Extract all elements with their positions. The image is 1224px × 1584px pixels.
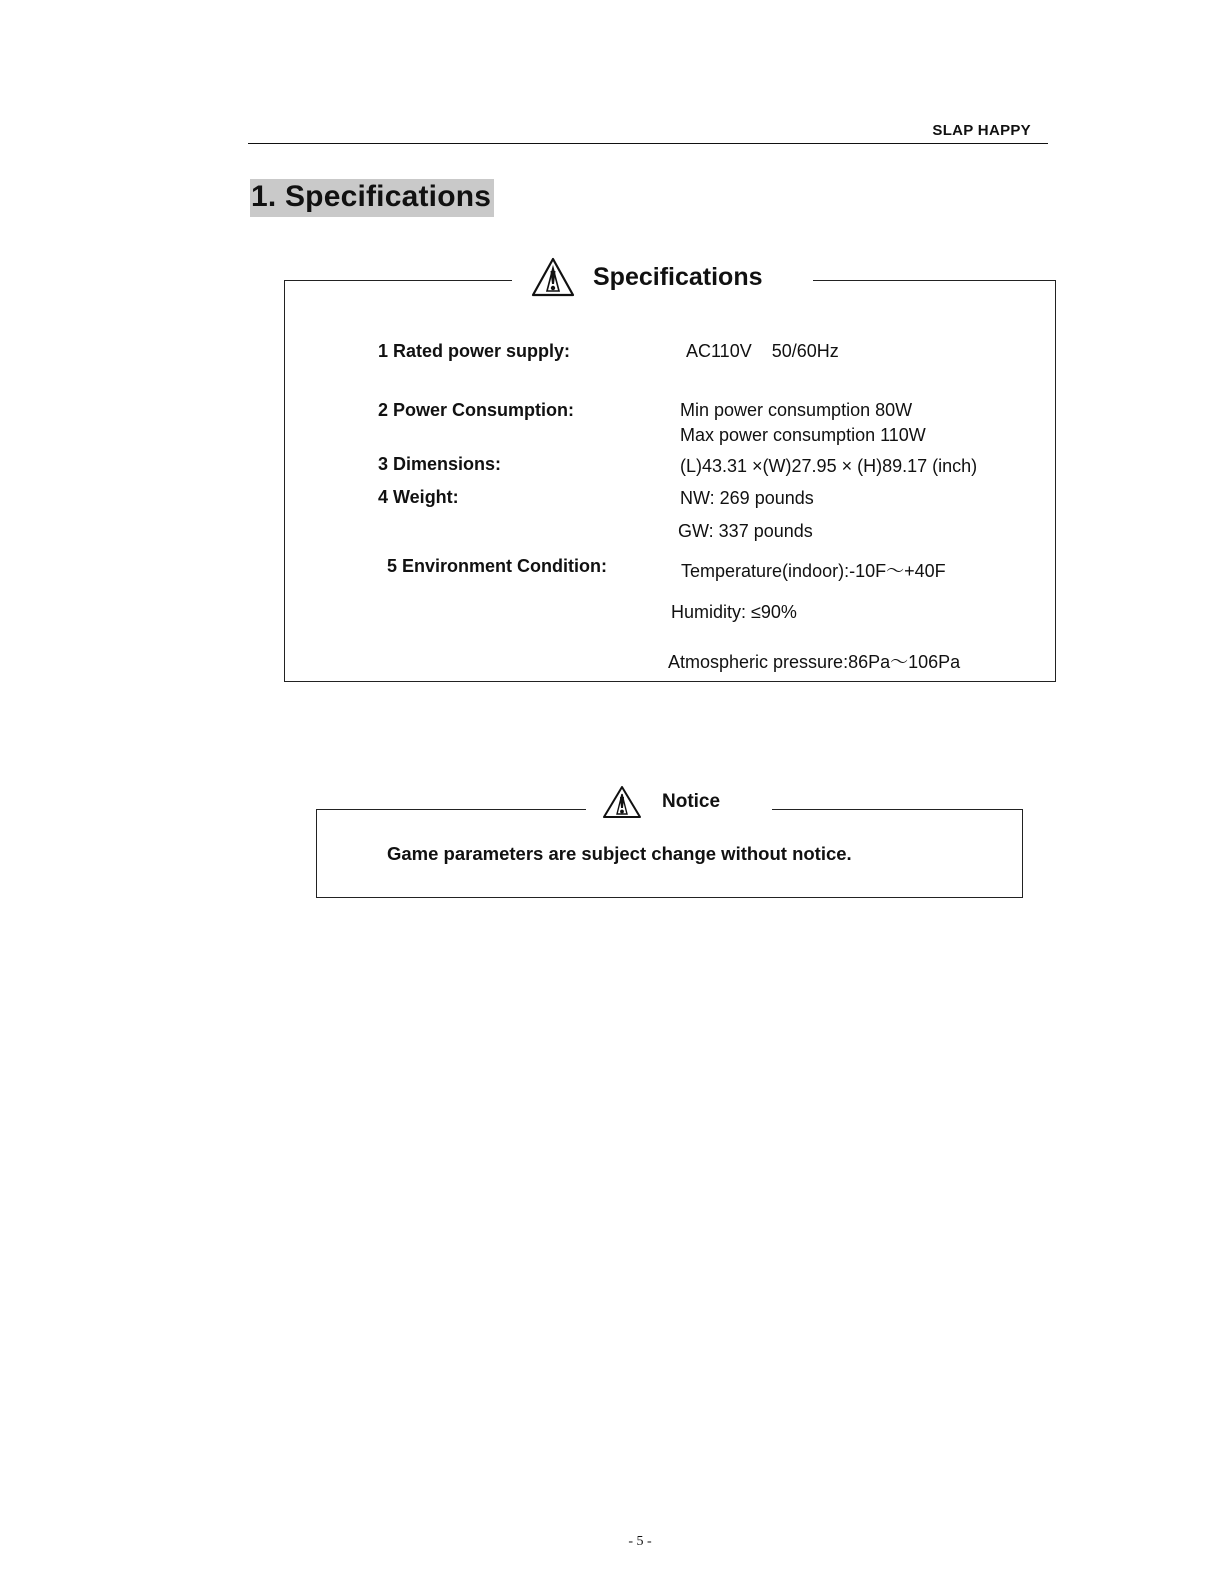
- spec-value-max-power: Max power consumption 110W: [680, 425, 926, 445]
- spec-value-min-power: Min power consumption 80W: [680, 400, 913, 420]
- spec-value-power-supply: AC110V 50/60Hz: [686, 341, 839, 361]
- spec-value-temperature: Temperature(indoor):-10F～+40F: [681, 561, 946, 581]
- notice-text: Game parameters are subject change without notice.: [387, 843, 852, 864]
- page-number: - 5 -: [628, 1534, 652, 1549]
- notice-box-title: [586, 784, 772, 820]
- section-heading: 1. Specifications: [250, 179, 494, 217]
- spec-value-pressure: Atmospheric pressure:86Pa～106Pa: [668, 652, 961, 672]
- spec-value-dimensions: (L)43.31 ×(W)27.95 × (H)89.17 (inch): [680, 456, 978, 476]
- specifications-box-title: [512, 255, 813, 299]
- specifications-title-label: Specifications: [593, 262, 763, 291]
- spec-label-power-consumption: 2 Power Consumption:: [378, 400, 575, 420]
- warning-triangle-icon: [530, 256, 576, 298]
- spec-value-net-weight: NW: 269 pounds: [680, 488, 814, 508]
- header-title: SLAP HAPPY: [932, 122, 1031, 139]
- spec-label-weight: 4 Weight:: [378, 487, 459, 507]
- spec-label-dimensions: 3 Dimensions:: [378, 454, 502, 474]
- spec-value-humidity: Humidity: ≤90%: [671, 602, 797, 622]
- header-rule: [248, 143, 1048, 144]
- spec-value-gross-weight: GW: 337 pounds: [678, 521, 813, 541]
- spec-label-environment: 5 Environment Condition:: [387, 556, 607, 576]
- notice-title-label: Notice: [662, 791, 721, 812]
- warning-triangle-icon: [602, 785, 642, 819]
- spec-label-power-supply: 1 Rated power supply:: [378, 341, 571, 361]
